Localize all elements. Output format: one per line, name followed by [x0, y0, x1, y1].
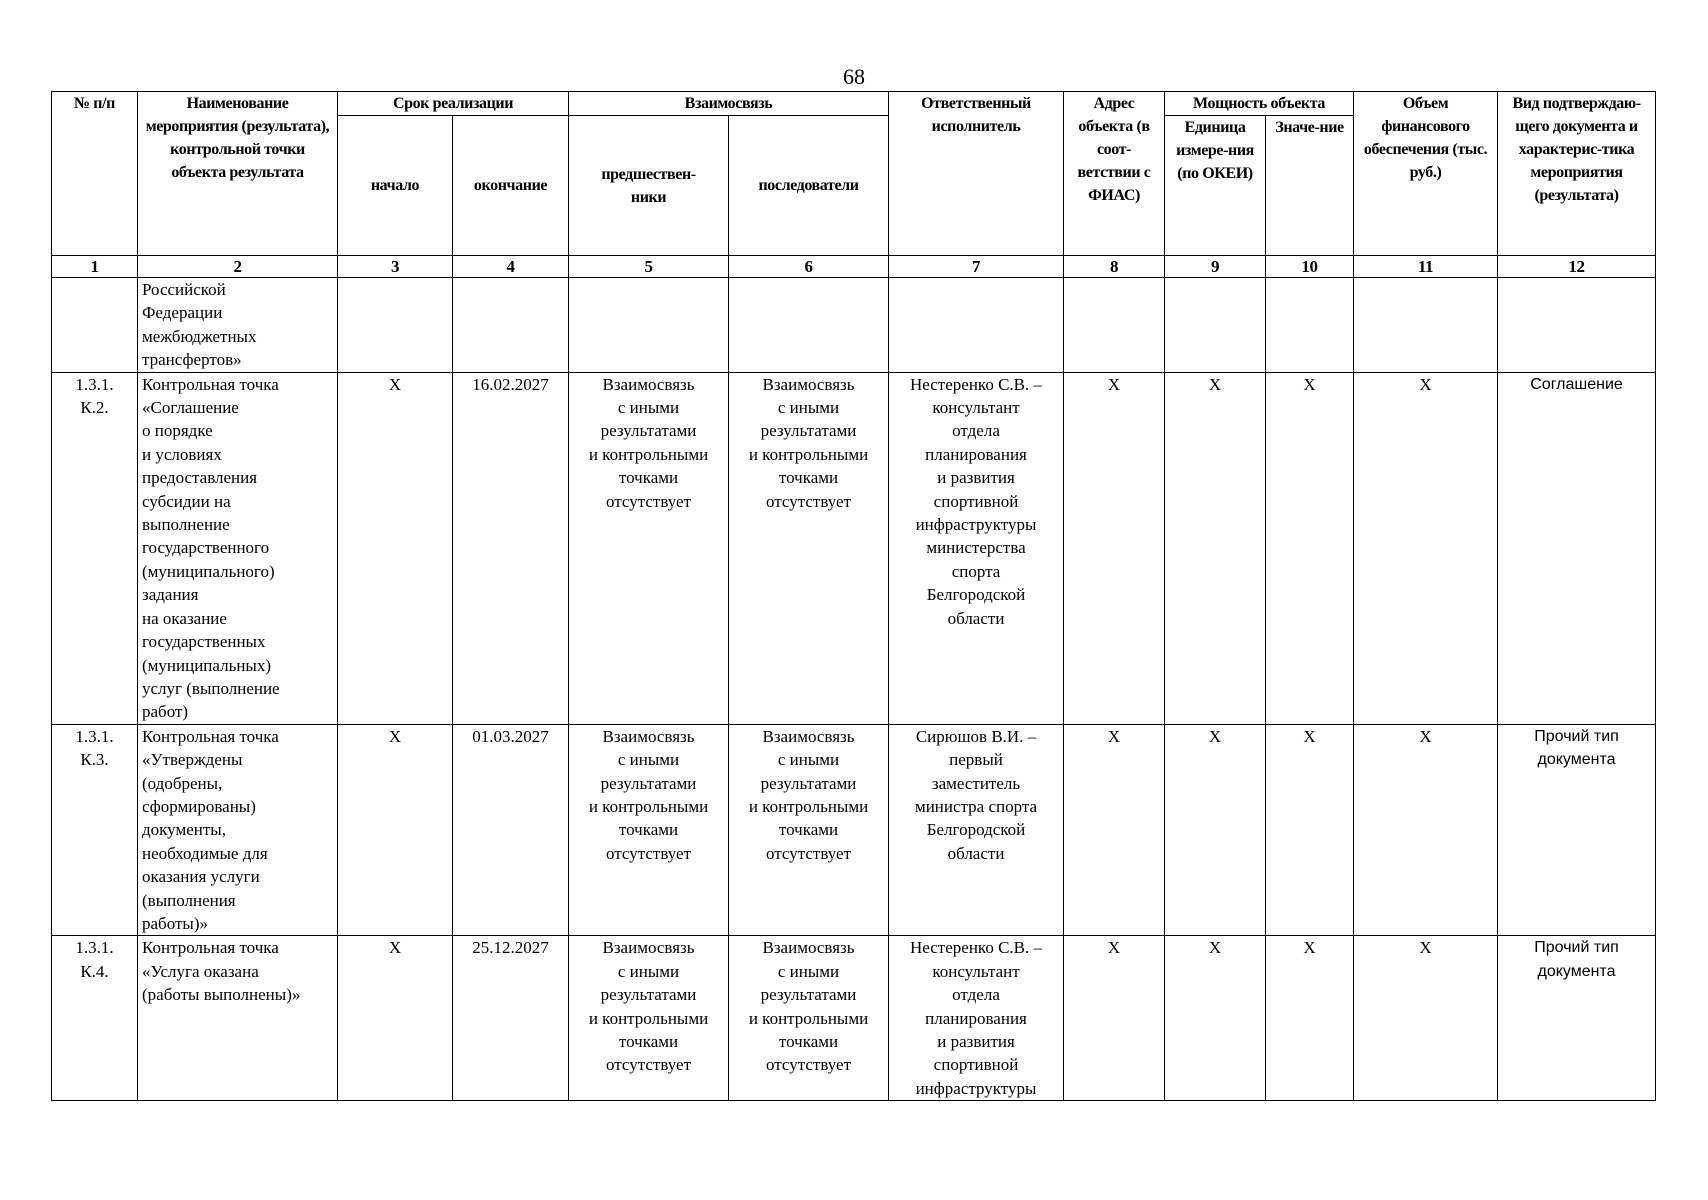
header-term-group: Срок реализации [338, 92, 569, 116]
cell-successors: Взаимосвязь с иными результатами и контрольными точками отсутствует [729, 372, 889, 724]
cell-responsible: Нестеренко С.В. – консультант отдела планирования и развития спортивной инфраструктуры [889, 936, 1064, 1101]
cell-start [338, 278, 453, 373]
header-capacity-group: Мощность объекта [1165, 92, 1354, 116]
header-term-start: начало [338, 116, 453, 256]
cell-name: Контрольная точка «Услуга оказана (работы выполнены)» [138, 936, 338, 1101]
cell-value: X [1266, 936, 1354, 1101]
header-finance: Объем финансового обеспечения (тыс. руб.) [1354, 92, 1498, 256]
cell-end: 25.12.2027 [453, 936, 569, 1101]
cell-end [453, 278, 569, 373]
cell-name: Российской Федерации межбюджетных трансфертов» [138, 278, 338, 373]
header-number: № п/п [52, 92, 138, 256]
cell-finance: X [1354, 936, 1498, 1101]
cell-address: X [1064, 936, 1165, 1101]
column-number: 1 [52, 256, 138, 278]
header-address: Адрес объекта (в соот-ветствии с ФИАС) [1064, 92, 1165, 256]
cell-name: Контрольная точка «Соглашение о порядке и условиях предоставления субсидии на выполнение государственного (муниципального) задания на оказание государственных (муниципальных) услуг (выполнение работ) [138, 372, 338, 724]
header-responsible: Ответственный исполнитель [889, 92, 1064, 256]
cell-address: X [1064, 372, 1165, 724]
cell-successors: Взаимосвязь с иными результатами и контрольными точками отсутствует [729, 724, 889, 936]
cell-address: X [1064, 724, 1165, 936]
cell-value [1266, 278, 1354, 373]
cell-number: 1.3.1. К.2. [52, 372, 138, 724]
cell-number [52, 278, 138, 373]
column-number: 6 [729, 256, 889, 278]
cell-number: 1.3.1. К.4. [52, 936, 138, 1101]
header-name: Наименование мероприятия (результата), контрольной точки объекта результата [138, 92, 338, 256]
cell-document: Соглашение [1498, 372, 1656, 724]
cell-finance: X [1354, 372, 1498, 724]
plan-table [51, 91, 1656, 1101]
table-row [52, 278, 1656, 373]
header-link-predecessors: предшествен- ники [569, 116, 729, 256]
column-number: 11 [1354, 256, 1498, 278]
cell-address [1064, 278, 1165, 373]
cell-start: X [338, 372, 453, 724]
page-number: 68 [843, 64, 865, 89]
table-row [52, 936, 1656, 1101]
cell-value: X [1266, 724, 1354, 936]
header-link-successors: последователи [729, 116, 889, 256]
cell-document: Прочий тип документа [1498, 936, 1656, 1101]
cell-successors: Взаимосвязь с иными результатами и контрольными точками отсутствует [729, 936, 889, 1101]
cell-document: Прочий тип документа [1498, 724, 1656, 936]
cell-predecessors [569, 278, 729, 373]
table-row [52, 372, 1656, 724]
cell-unit: X [1165, 372, 1266, 724]
cell-start: X [338, 724, 453, 936]
cell-end: 16.02.2027 [453, 372, 569, 724]
cell-predecessors: Взаимосвязь с иными результатами и контрольными точками отсутствует [569, 372, 729, 724]
column-number: 2 [138, 256, 338, 278]
column-number: 5 [569, 256, 729, 278]
cell-end: 01.03.2027 [453, 724, 569, 936]
cell-predecessors: Взаимосвязь с иными результатами и контрольными точками отсутствует [569, 936, 729, 1101]
header-link-group: Взаимосвязь [569, 92, 889, 116]
cell-number: 1.3.1. К.3. [52, 724, 138, 936]
header-term-end: окончание [453, 116, 569, 256]
cell-successors [729, 278, 889, 373]
column-number: 4 [453, 256, 569, 278]
cell-document [1498, 278, 1656, 373]
cell-unit [1165, 278, 1266, 373]
table-row [52, 724, 1656, 936]
cell-responsible: Сирюшов В.И. – первый заместитель министра спорта Белгородской области [889, 724, 1064, 936]
cell-finance [1354, 278, 1498, 373]
column-number: 3 [338, 256, 453, 278]
header-document: Вид подтверждаю-щего документа и характерис-тика мероприятия (результата) [1498, 92, 1656, 256]
column-number: 8 [1064, 256, 1165, 278]
cell-finance: X [1354, 724, 1498, 936]
cell-predecessors: Взаимосвязь с иными результатами и контрольными точками отсутствует [569, 724, 729, 936]
column-number: 12 [1498, 256, 1656, 278]
header-capacity-unit: Единица измере-ния (по ОКЕИ) [1165, 116, 1266, 256]
cell-name: Контрольная точка «Утверждены (одобрены, сформированы) документы, необходимые для оказания услуги (выполнения работы)» [138, 724, 338, 936]
cell-unit: X [1165, 936, 1266, 1101]
column-number: 9 [1165, 256, 1266, 278]
cell-start: X [338, 936, 453, 1101]
header-capacity-value: Значе-ние [1266, 116, 1354, 256]
cell-unit: X [1165, 724, 1266, 936]
cell-value: X [1266, 372, 1354, 724]
cell-responsible: Нестеренко С.В. – консультант отдела планирования и развития спортивной инфраструктуры министерства спорта Белгородской области [889, 372, 1064, 724]
column-number: 7 [889, 256, 1064, 278]
column-number: 10 [1266, 256, 1354, 278]
cell-responsible [889, 278, 1064, 373]
